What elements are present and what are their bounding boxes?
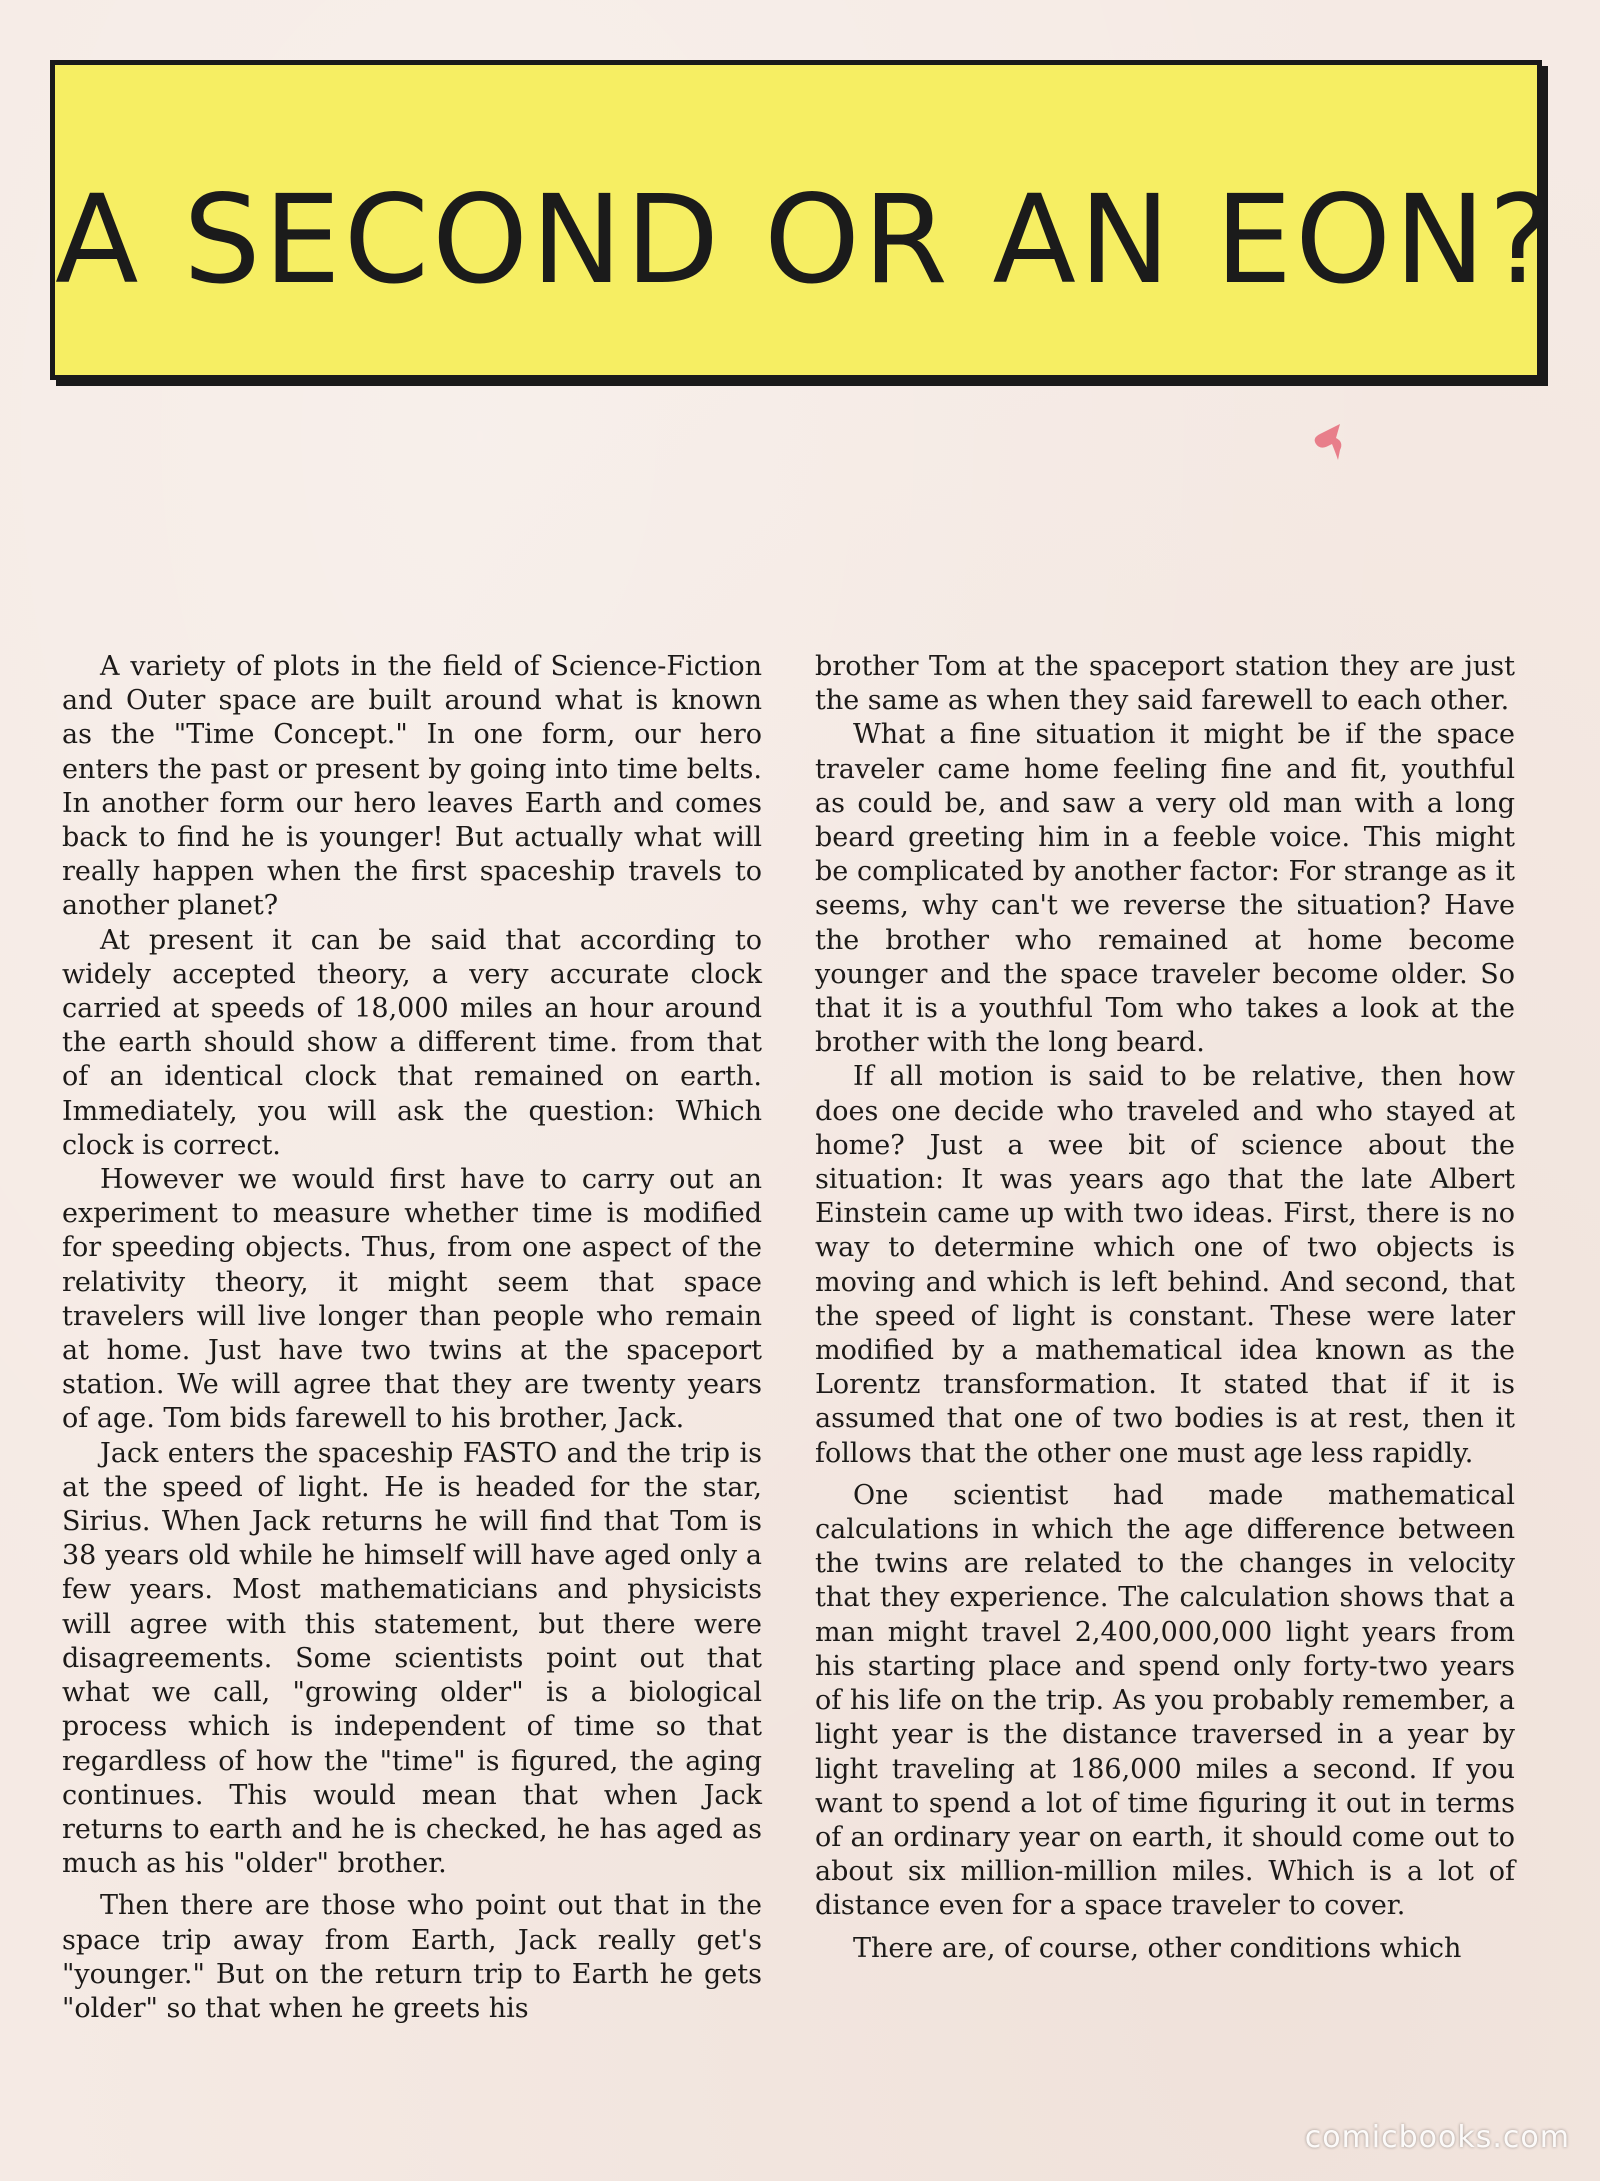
article-paragraph: What a fine situation it might be if the space traveler came home feeling fine and fit, youthful as could be, and saw a very old man with a long beard greeting him in a feeble voice. This might be complicated by another factor: For strange as it seems, why can't we reverse the situation? Have the brother who remained at home become younger and the space traveler become older. So that it is a youthful Tom who takes a look at the brother with the long beard.: [815, 719, 1515, 1059]
article-paragraph: However we would first have to carry out an experiment to measure whether time is modified for speeding objects. Thus, from one aspect of the relativity theory, it might seem that space travelers will live longer than people who remain at home. Just have two twins at the spaceport station. We will agree that they are twenty years of age. Tom bids farewell to his brother, Jack.: [62, 1164, 762, 1435]
article-paragraph: A variety of plots in the field of Science-Fiction and Outer space are built around what is known as the "Time Concept." In one form, our hero enters the past or present by going into time belts. In another form our hero leaves Earth and comes back to find he is younger! But actually what will really happen when the first spaceship travels to another planet?: [62, 651, 762, 922]
article-column-left: [62, 650, 762, 2026]
article-paragraph: Jack enters the spaceship FASTO and the trip is at the speed of light. He is headed for the star, Sirius. When Jack returns he will find that Tom is 38 years old while he himself will have aged only a few years. Most mathematicians and physicists will agree with this statement, but there were disagreements. Some scientists point out that what we call, "growing older" is a biological process which is independent of time so that regardless of how the "time" is figured, the aging continues. This would mean that when Jack returns to earth and he is checked, he has aged as much as his "older" brother.: [62, 1437, 762, 1880]
article-paragraph: If all motion is said to be relative, then how does one decide who traveled and who stayed at home? Just a wee bit of science about the situation: It was years ago that the late Albert Einstein came up with two ideas. First, there is no way to determine which one of two objects is moving and which is left behind. And second, that the speed of light is constant. These were later modified by a mathematical idea known as the Lorentz transformation. It stated that if it is assumed that one of two bodies is at rest, then it follows that the other one must age less rapidly.: [815, 1061, 1515, 1469]
article-paragraph: There are, of course, other conditions which: [853, 1932, 1462, 1964]
page-title: A SECOND OR AN EON?: [55, 169, 1557, 311]
article-paragraph: One scientist had made mathematical calculations in which the age difference between the twins are related to the changes in velocity that they experience. The calculation shows that a man might travel 2,400,000,000 light years from his starting place and spend only forty-two years of his life on the trip. As you probably remember, a light year is the distance traversed in a year by light traveling at 186,000 miles a second. If you want to spend a lot of time figuring it out in terms of an ordinary year on earth, it should come out to about six million-million miles. Which is a lot of distance even for a space traveler to cover.: [815, 1479, 1515, 1922]
article-column-right: [815, 650, 1515, 1966]
article-paragraph: Then there are those who point out that in the space trip away from Earth, Jack really get's "younger." But on the return trip to Earth he gets "older" so that when he greets his: [62, 1890, 762, 2024]
article-paragraph: At present it can be said that according to widely accepted theory, a very accurate clock carried at speeds of 18,000 miles an hour around the earth should show a different time. from that of an identical clock that remained on earth. Immediately, you will ask the question: Which clock is correct.: [62, 924, 762, 1161]
title-banner: [50, 60, 1557, 380]
ink-blot-decoration: [1306, 420, 1346, 466]
article-paragraph-continued: brother Tom at the spaceport station they are just the same as when they said farewell to each other.: [815, 651, 1515, 717]
watermark: comicbooks.com: [1304, 2120, 1570, 2155]
